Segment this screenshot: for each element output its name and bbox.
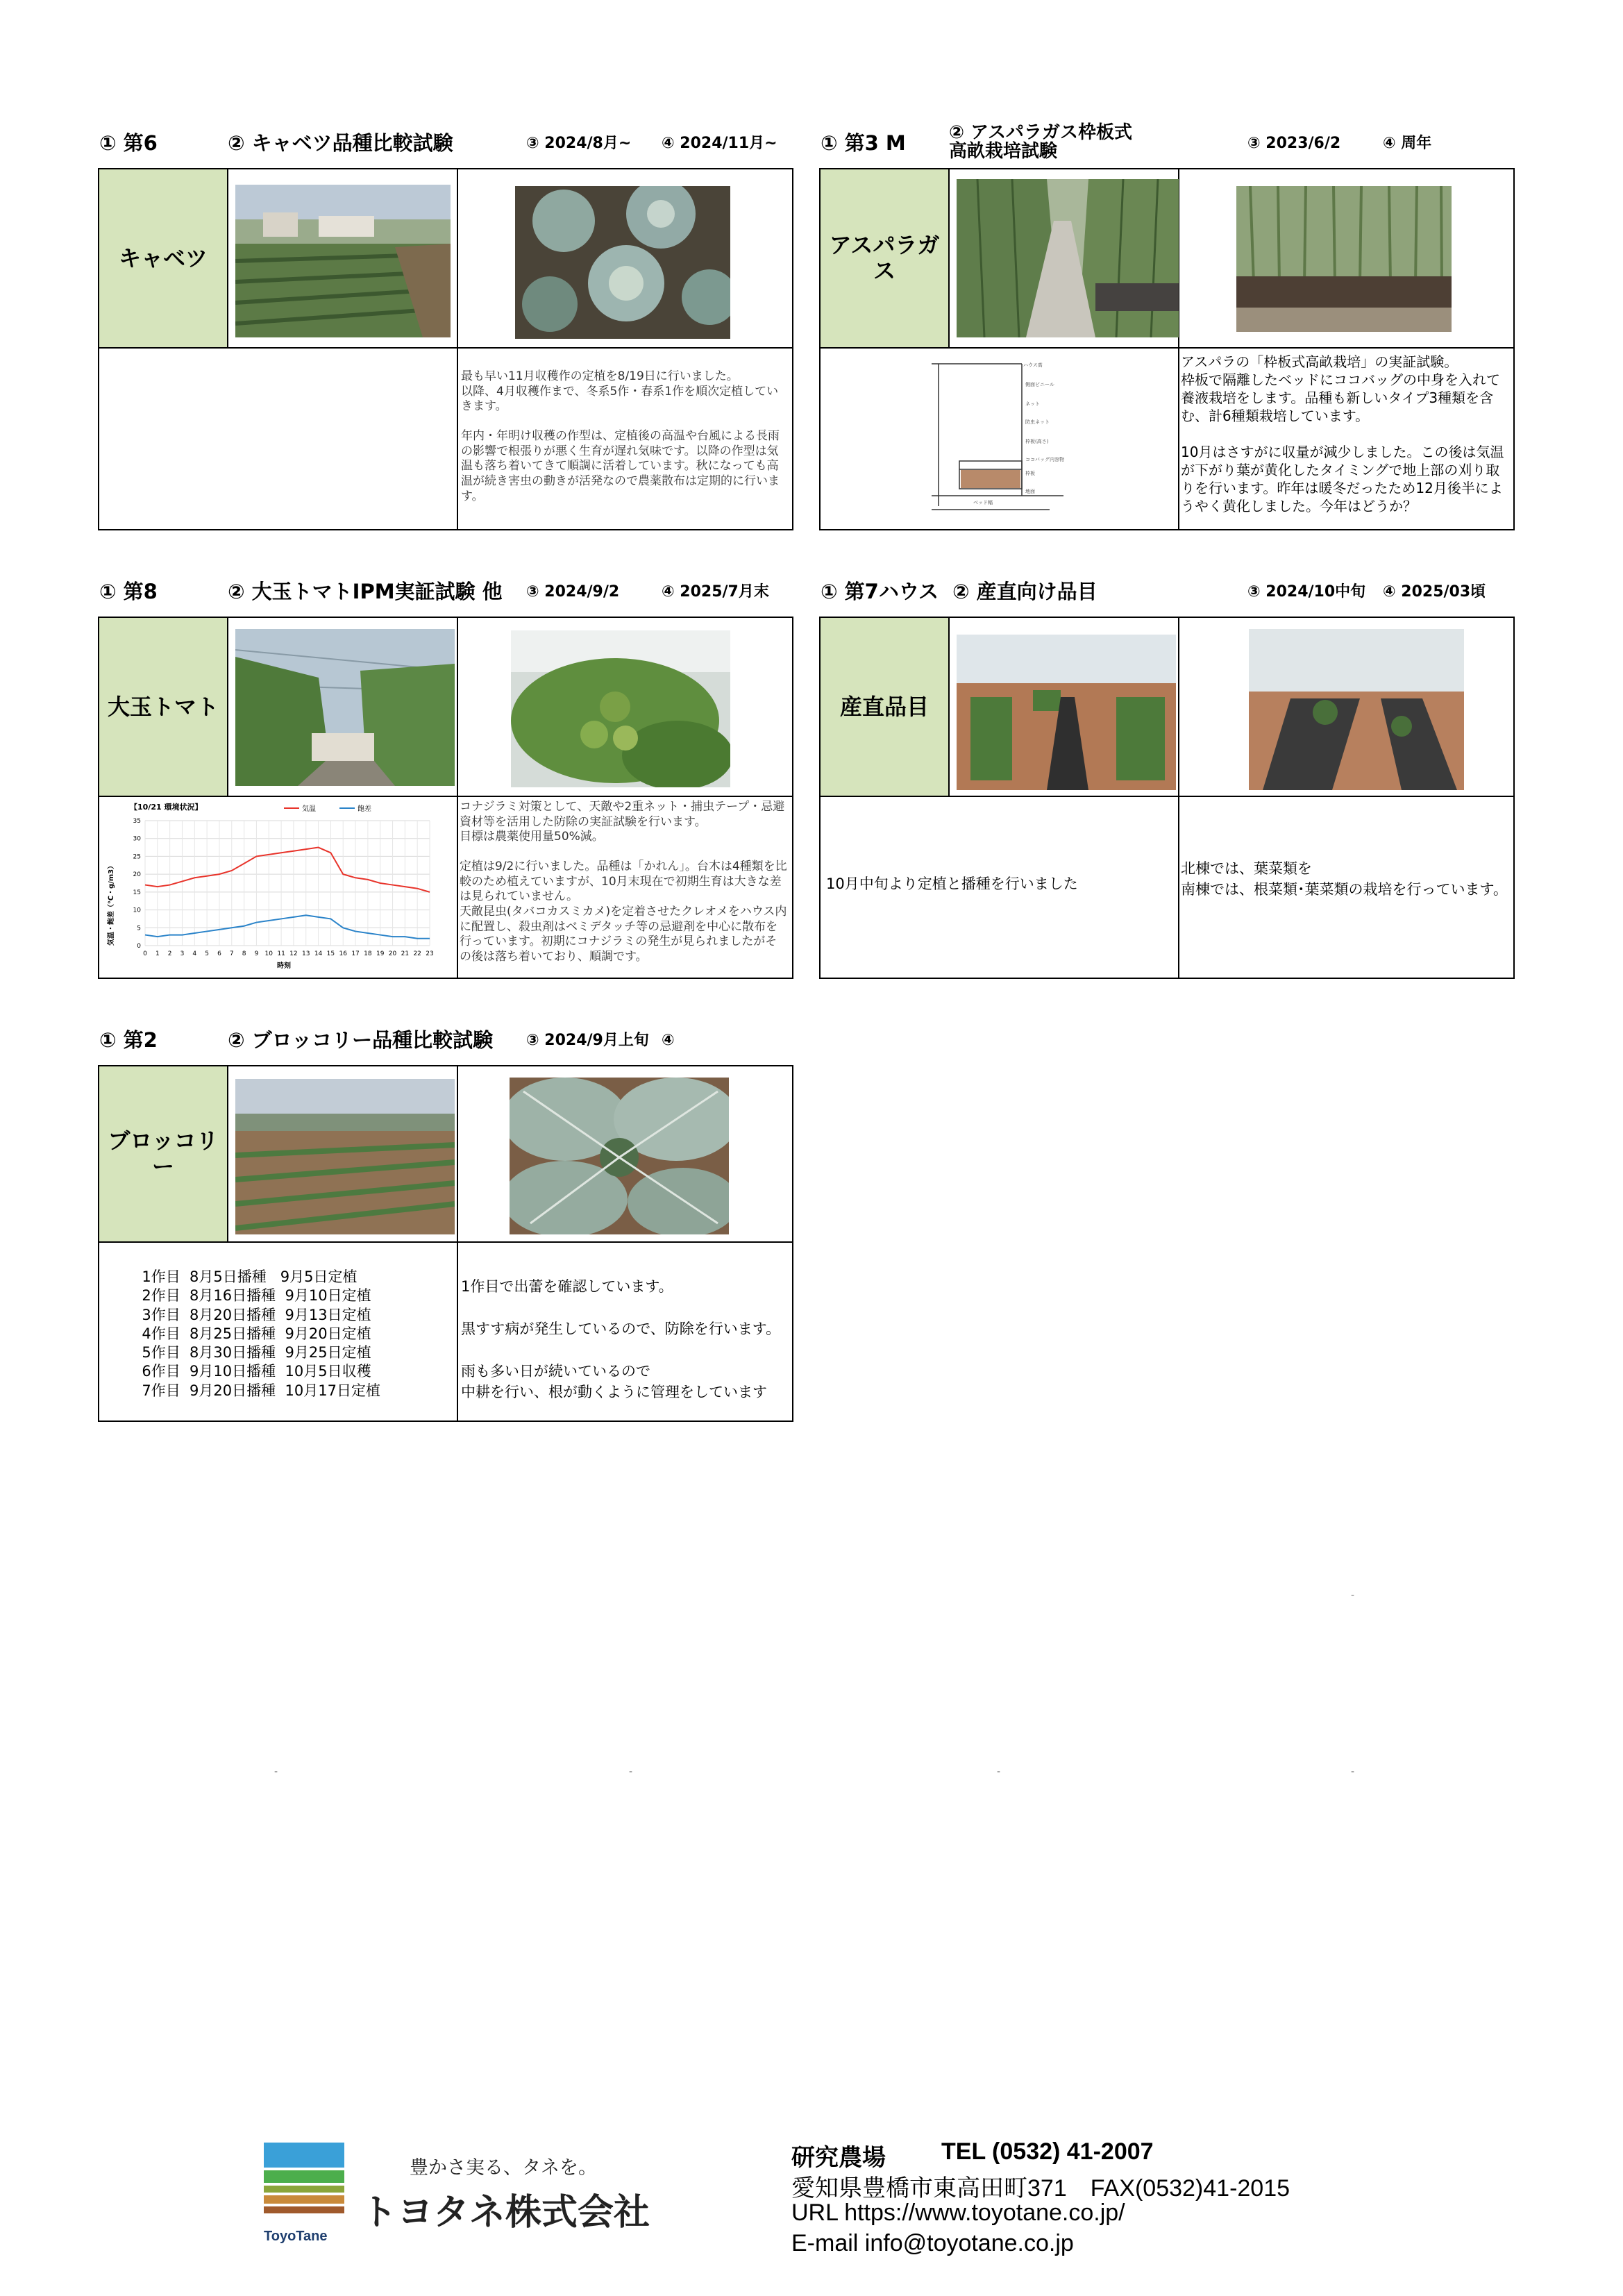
diagram-label: 枠板: [1025, 471, 1035, 476]
chart-y-tick-label: 25: [133, 853, 141, 861]
left-note-cell: [821, 797, 1179, 978]
progress-note: コナジラミ対策として、天敵や2重ネット・捕虫テープ・忌避資材等を活用した防除の実証試験を行います。 目標は農薬使用量50%減。 定植は9/2に行いました。品種は「かれん」。台木は4種類を比較のため植えていますが、10月末現在で初期生育は大きな差は見られていません。 天敵昆虫(タバコカスミカメ)を定着させたクレオメをハウス内に配置し、殺虫剤はベミデタッチ等の忌避剤を中心に散布を行っています。初期にコナジラミの発生が見られましたがその後は落ち着いており、順調です。: [460, 800, 787, 964]
progress-note: 1作目で出蕾を確認しています。 黒すす病が発生しているので、防除を行います。 雨も多い日が続いているので 中耕を行い、根が動くように管理をしています: [461, 1278, 781, 1401]
environment-line-chart: [103, 800, 451, 973]
crop-label: アスパラガス: [821, 169, 950, 349]
progress-note: 最も早い11月収穫作の定植を8/19日に行いました。 以降、4月収穫作まで、冬系5作・春系1作を順次定植していきます。 年内・年明け収穫の作型は、定植後の高温や台風による長雨の影響で根張りが悪く生育が遅れ気味です。以降の作型は気温も落ち着いてきて順調に活着しています。秋になっても高温が続き害虫の動きが活発なので農薬散布は定期的に行います。: [461, 369, 780, 503]
crop-label: キャベツ: [99, 169, 228, 349]
section-table-broccoli: [98, 1065, 793, 1422]
chart-x-axis-label: 時刻: [277, 962, 291, 970]
footer-url-link[interactable]: URL https://www.toyotane.co.jp/: [791, 2199, 1125, 2226]
crop-label: ブロッコリー: [99, 1066, 228, 1243]
chart-x-tick-label: 21: [401, 950, 410, 957]
photo-cell: [1179, 169, 1513, 349]
header-end-date: ④ 2025/7月末: [662, 583, 769, 601]
chart-x-tick-label: 7: [229, 950, 234, 957]
header-end-date: ④ 2024/11月~: [662, 135, 777, 152]
chart-cell: [99, 797, 458, 978]
header-test-name: ② アスパラガス枠板式 高畝栽培試験: [949, 122, 1133, 162]
crop-label: 大玉トマト: [99, 618, 228, 797]
note-cell: [1179, 797, 1513, 978]
photo-cell: [228, 1066, 458, 1243]
chart-x-tick-label: 22: [413, 950, 421, 957]
chart-x-tick-label: 0: [143, 950, 147, 957]
progress-note: アスパラの「枠板式高畝栽培」の実証試験。 枠板で隔離したベッドにココバッグの中身を入れて養液栽培をします。品種も新しいタイプ3種類を含む、計6種類栽培しています。 10月はさすがに収量が減少しました。この後は気温が下がり葉が黄化したタイミングで地上部の刈り取りを行います。昨年は暖冬だったため12月後半にようやく黄化しました。今年はどうか？: [1181, 353, 1504, 514]
chart-y-tick-label: 5: [137, 925, 141, 932]
photo-cell: [950, 618, 1179, 797]
photo-cell: [458, 1066, 792, 1243]
chart-y-tick-label: 15: [133, 889, 141, 896]
north-house-photo: [957, 635, 1176, 790]
company-slogan: 豊かさ実る、タネを。: [410, 2157, 597, 2178]
chart-x-tick-label: 17: [351, 950, 360, 957]
diagram-label: ネット: [1025, 401, 1040, 407]
diagram-label: ココバッグ内容物: [1025, 457, 1064, 462]
schedule-cell: [99, 1243, 458, 1421]
chart-x-tick-label: 16: [339, 950, 347, 957]
chart-x-tick-label: 1: [155, 950, 160, 957]
header-field-number: ① 第8: [99, 580, 158, 603]
cabbage-field-photo: [235, 185, 451, 337]
header-test-name: ② ブロッコリー品種比較試験: [228, 1028, 494, 1052]
tomato-fruit-photo: [511, 630, 730, 787]
logo-wordmark: ToyoTane: [264, 2229, 328, 2244]
chart-legend-label: 気温: [302, 805, 316, 813]
chart-y-tick-label: 20: [133, 871, 141, 879]
chart-x-tick-label: 5: [205, 950, 209, 957]
header-start-date: ③ 2024/8月~: [526, 135, 632, 152]
south-house-photo: [1249, 629, 1464, 790]
chart-x-tick-label: 10: [264, 950, 273, 957]
photo-cell: [228, 169, 458, 349]
chart-title: 【10/21 環境状況】: [130, 803, 203, 812]
section-table-asparagus: [819, 168, 1515, 530]
diagram-label: 地面: [1025, 489, 1035, 494]
diagram-label: ハウス高: [1023, 362, 1043, 368]
section-table-direct-sales: [819, 617, 1515, 979]
blank-cell: [99, 349, 458, 529]
chart-y-tick-label: 10: [133, 907, 141, 914]
footer-email-link[interactable]: E-mail info@toyotane.co.jp: [791, 2230, 1074, 2256]
header-start-date: ③ 2023/6/2: [1247, 135, 1341, 152]
raised-bed-cross-section-diagram: [925, 357, 1098, 523]
chart-x-tick-label: 15: [326, 950, 335, 957]
planting-note: 10月中旬より定植と播種を行いました: [826, 875, 1078, 892]
chart-x-tick-label: 6: [217, 950, 221, 957]
chart-x-tick-label: 14: [314, 950, 323, 957]
header-field-number: ① 第6: [99, 131, 158, 155]
header-field-number: ① 第2: [99, 1028, 158, 1052]
diagram-label: 側面ビニール: [1025, 382, 1054, 387]
chart-x-tick-label: 19: [376, 950, 385, 957]
chart-x-tick-label: 4: [192, 950, 197, 957]
header-end-date: ④: [662, 1032, 675, 1049]
header-test-name: ② 産直向け品目: [952, 580, 1098, 603]
chart-x-tick-label: 3: [180, 950, 185, 957]
diagram-label: 防虫ネット: [1025, 419, 1050, 425]
header-field-number: ① 第3 M: [821, 131, 906, 155]
chart-x-tick-label: 9: [254, 950, 259, 957]
chart-x-tick-label: 20: [388, 950, 397, 957]
header-start-date: ③ 2024/9/2: [526, 583, 620, 601]
note-cell: [458, 797, 792, 978]
photo-cell: [950, 169, 1179, 349]
header-end-date: ④ 周年: [1383, 135, 1432, 152]
chart-y-axis-label: 気温・飽差（℃・g/m3）: [108, 862, 115, 946]
cabbage-closeup-photo: [515, 186, 730, 339]
diagram-cell: [821, 349, 1179, 529]
header-test-name: ② 大玉トマトIPM実証試験 他: [228, 580, 503, 603]
chart-x-tick-label: 2: [167, 950, 172, 957]
header-test-name: ② キャベツ品種比較試験: [228, 131, 453, 155]
chart-x-tick-label: 18: [364, 950, 372, 957]
photo-cell: [458, 169, 792, 349]
broccoli-closeup-photo: [510, 1078, 729, 1234]
footer-address-fax: 愛知県豊橋市東高田町371 FAX(0532)41-2015: [791, 2175, 1290, 2202]
stray-mark: -: [274, 1766, 278, 1777]
section-table-tomato: [98, 617, 793, 979]
note-cell: [1179, 349, 1513, 529]
header-end-date: ④ 2025/03頃: [1383, 583, 1486, 601]
header-start-date: ③ 2024/9月上旬: [526, 1032, 649, 1049]
chart-x-tick-label: 13: [302, 950, 310, 957]
chart-x-tick-label: 8: [242, 950, 246, 957]
asparagus-bed-photo: [1236, 186, 1452, 332]
footer: [0, 2125, 1623, 2296]
chart-series-line-0: [145, 848, 430, 892]
chart-y-tick-label: 30: [133, 835, 141, 843]
header-field-number: ① 第7ハウス: [821, 580, 939, 603]
chart-series-line-1: [145, 915, 430, 938]
header-start-date: ③ 2024/10中旬: [1247, 583, 1366, 601]
chart-x-tick-label: 11: [277, 950, 285, 957]
stray-mark: -: [1351, 1590, 1355, 1601]
stray-mark: -: [997, 1766, 1001, 1777]
note-cell: [458, 1243, 792, 1421]
note-cell: [458, 349, 792, 529]
progress-note: 北棟では、葉菜類を 南棟では、根菜類･葉菜類の栽培を行っています。: [1181, 860, 1508, 898]
tomato-greenhouse-photo: [235, 629, 455, 786]
diagram-label: ベッド幅: [973, 500, 993, 505]
photo-cell: [458, 618, 792, 797]
stray-mark: -: [629, 1766, 633, 1777]
broccoli-field-photo: [235, 1079, 455, 1234]
photo-cell: [1179, 618, 1513, 797]
chart-y-tick-label: 0: [137, 943, 141, 950]
chart-y-tick-label: 35: [133, 818, 141, 825]
chart-x-tick-label: 23: [426, 950, 434, 957]
footer-dept: 研究農場: [791, 2145, 886, 2171]
diagram-label: 枠板(高さ): [1025, 439, 1049, 444]
asparagus-house-photo: [957, 179, 1179, 337]
chart-legend-label: 飽差: [358, 805, 371, 813]
footer-tel: TEL (0532) 41-2007: [941, 2138, 1154, 2165]
section-table-cabbage: [98, 168, 793, 530]
photo-cell: [228, 618, 458, 797]
stray-mark: -: [1351, 1766, 1355, 1777]
toyotane-logo-icon: [264, 2143, 344, 2226]
chart-x-tick-label: 12: [289, 950, 298, 957]
sowing-planting-schedule: 1作目 8月5日播種 9月5日定植 2作目 8月16日播種 9月10日定植 3作目 8月20日播種 9月13日定植 4作目 8月25日播種 9月20日定植 5作目 8月30日播種 9月25日定植 6作目 9月10日播種 10月5日収穫 7作目 9月20日播種 10月17日定植: [142, 1268, 380, 1399]
company-name: トヨタネ株式会社: [361, 2193, 650, 2233]
crop-label: 産直品目: [821, 618, 950, 797]
